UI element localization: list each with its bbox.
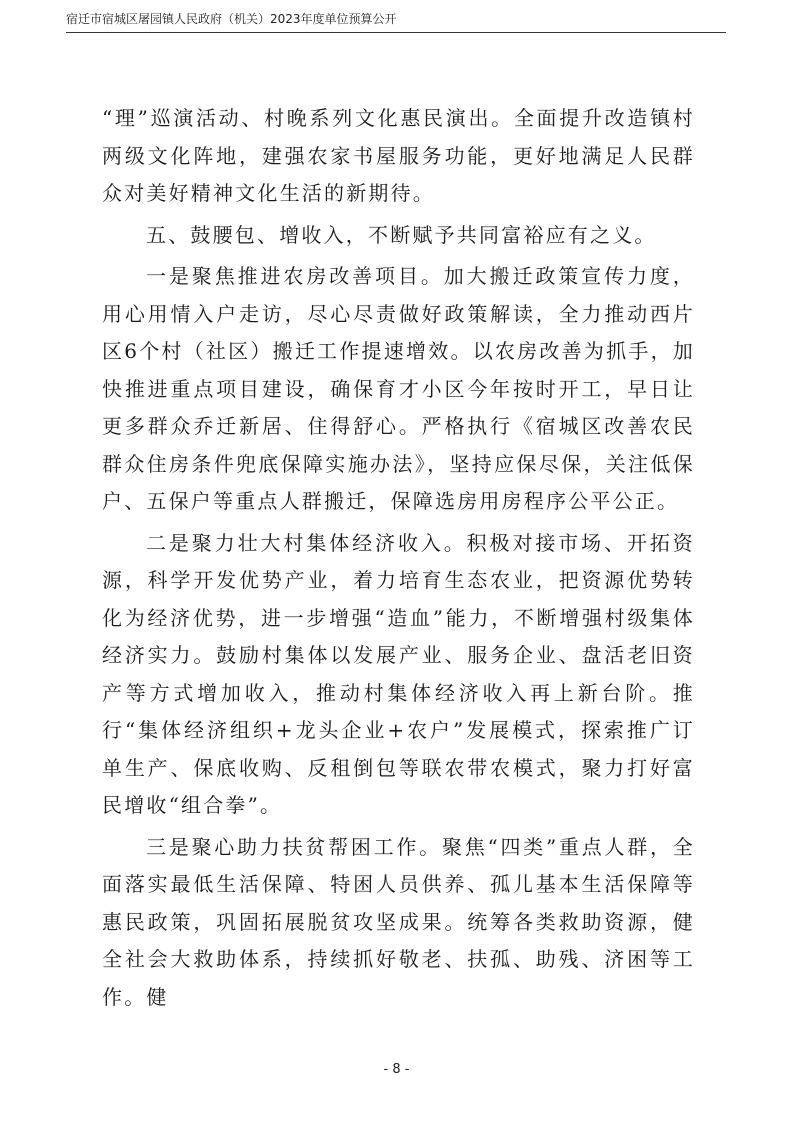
paragraph-poverty-relief: 三是聚心助力扶贫帮困工作。聚焦“四类”重点人群，全面落实最低生活保障、特困人员供养、孤儿基本生活保障等惠民政策，巩固拓展脱贫攻坚成果。统筹各类救助资源，健全社会大救助体系，持续抓好敬老、扶孤、助残、济困等工作。健 <box>102 834 695 1009</box>
page-header <box>66 6 726 33</box>
paragraph-housing-improvement: 一是聚焦推进农房改善项目。加大搬迁政策宣传力度，用心用情入户走访，尽心尽责做好政策解读，全力推动西片区6个村（社区）搬迁工作提速增效。以农房改善为抓手，加快推进重点项目建设，确保育才小区今年按时开工，早日让更多群众乔迁新居、住得舒心。严格执行《宿城区改善农民群众住房条件兜底保障实施办法》，坚持应保尽保，关注低保户、五保户等重点人群搬迁，保障选房用房程序公平公正。 <box>102 264 695 513</box>
paragraph-collective-economy: 二是聚力壮大村集体经济收入。积极对接市场、开拓资源，科学开发优势产业，着力培育生态农业，把资源优势转化为经济优势，进一步增强“造血”能力，不断增强村级集体经济实力。鼓励村集体以发展产业、服务企业、盘活老旧资产等方式增加收入，推动村集体经济收入再上新台阶。推行“集体经济组织+龙头企业+农户”发展模式，探索推广订单生产、保底收购、反租倒包等联农带农模式，聚力打好富民增收“组合拳”。 <box>102 530 695 817</box>
page-number: - 8 - <box>383 1062 410 1077</box>
section-heading-five: 五、鼓腰包、增收入，不断赋予共同富裕应有之义。 <box>146 222 657 247</box>
document-body <box>102 100 695 1016</box>
header-title: 宿迁市宿城区屠园镇人民政府（机关）2023年度单位预算公开 <box>66 12 397 26</box>
paragraph-culture-continuation: “理”巡演活动、村晚系列文化惠民演出。全面提升改造镇村两级文化阵地，建强农家书屋服务功能，更好地满足人民群众对美好精神文化生活的新期待。 <box>102 106 695 205</box>
